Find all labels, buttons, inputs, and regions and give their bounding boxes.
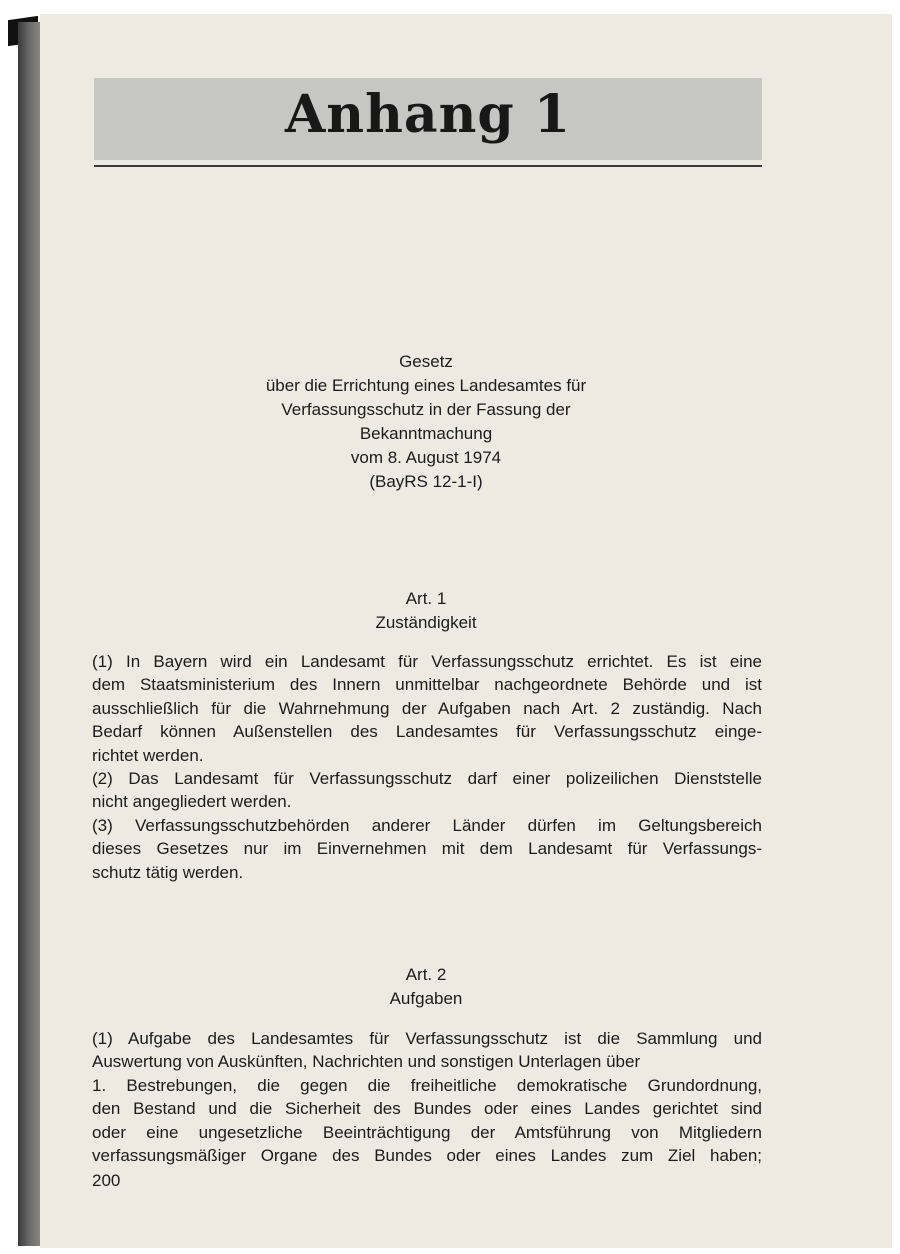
article-2-text [92, 1027, 762, 1167]
text-line: oder eine ungesetzliche Beeinträchtigung der Amtsführung von Mitgliedern [92, 1122, 762, 1142]
law-heading-line: Gesetz [399, 352, 453, 371]
text-line: (1) Aufgabe des Landesamtes für Verfassungsschutz ist die Sammlung und [92, 1029, 762, 1048]
law-heading-line: Bekanntmachung [359, 424, 493, 443]
text-line: schutz tätig werden. [92, 862, 244, 882]
text-line: nicht angegliedert werden. [92, 792, 292, 812]
text-line: dem Staatsministerium des Innern unmittelbar nachgeordnete Behörde und ist [92, 675, 762, 695]
article-title: Zuständigkeit [375, 613, 477, 632]
text-line: (3) Verfassungsschutzbehörden anderer Länder dürfen im Geltungsbereich [92, 815, 762, 835]
article-1-heading [90, 587, 762, 635]
article-number: Art. 2 [405, 965, 447, 984]
text-line: verfassungsmäßiger Organe des Bundes oder eines Landes zum Ziel haben; [92, 1146, 762, 1166]
text-line: ausschließlich für die Wahrnehmung der Aufgaben nach Art. 2 zuständig. Nach [92, 698, 762, 718]
text-line: 1. Bestrebungen, die gegen die freiheitliche demokratische Grundordnung, [92, 1075, 762, 1095]
law-heading-line: (BayRS 12-1-I) [369, 472, 483, 491]
banner-rule [94, 165, 762, 167]
article-2-heading [90, 963, 762, 1011]
law-heading-line: über die Errichtung eines Landesamtes für [265, 376, 587, 395]
article-1-text [92, 650, 762, 884]
text-line: Auswertung von Auskünften, Nachrichten und sonstigen Unterlagen über [92, 1052, 641, 1072]
chapter-title: Anhang 1 [284, 84, 572, 145]
article-title: Aufgaben [389, 989, 463, 1008]
text-line: Bedarf können Außenstellen des Landesamtes für Verfassungsschutz einge- [92, 722, 762, 742]
page-number: 200 [92, 1171, 121, 1190]
text-line: (1) In Bayern wird ein Landesamt für Verfassungsschutz errichtet. Es ist eine [92, 652, 762, 671]
text-line: dieses Gesetzes nur im Einvernehmen mit dem Landesamt für Verfassungs- [92, 839, 762, 859]
text-line: (2) Das Landesamt für Verfassungsschutz darf einer polizeilichen Dienststelle [92, 769, 762, 789]
law-heading [90, 350, 762, 494]
law-heading-line: Verfassungsschutz in der Fassung der [281, 400, 571, 419]
text-line: richtet werden. [92, 745, 204, 765]
text-line: den Bestand und die Sicherheit des Bundes oder eines Landes gerichtet sind [92, 1099, 762, 1119]
article-number: Art. 1 [405, 589, 447, 608]
chapter-banner [94, 78, 762, 160]
law-heading-line: vom 8. August 1974 [350, 448, 502, 467]
